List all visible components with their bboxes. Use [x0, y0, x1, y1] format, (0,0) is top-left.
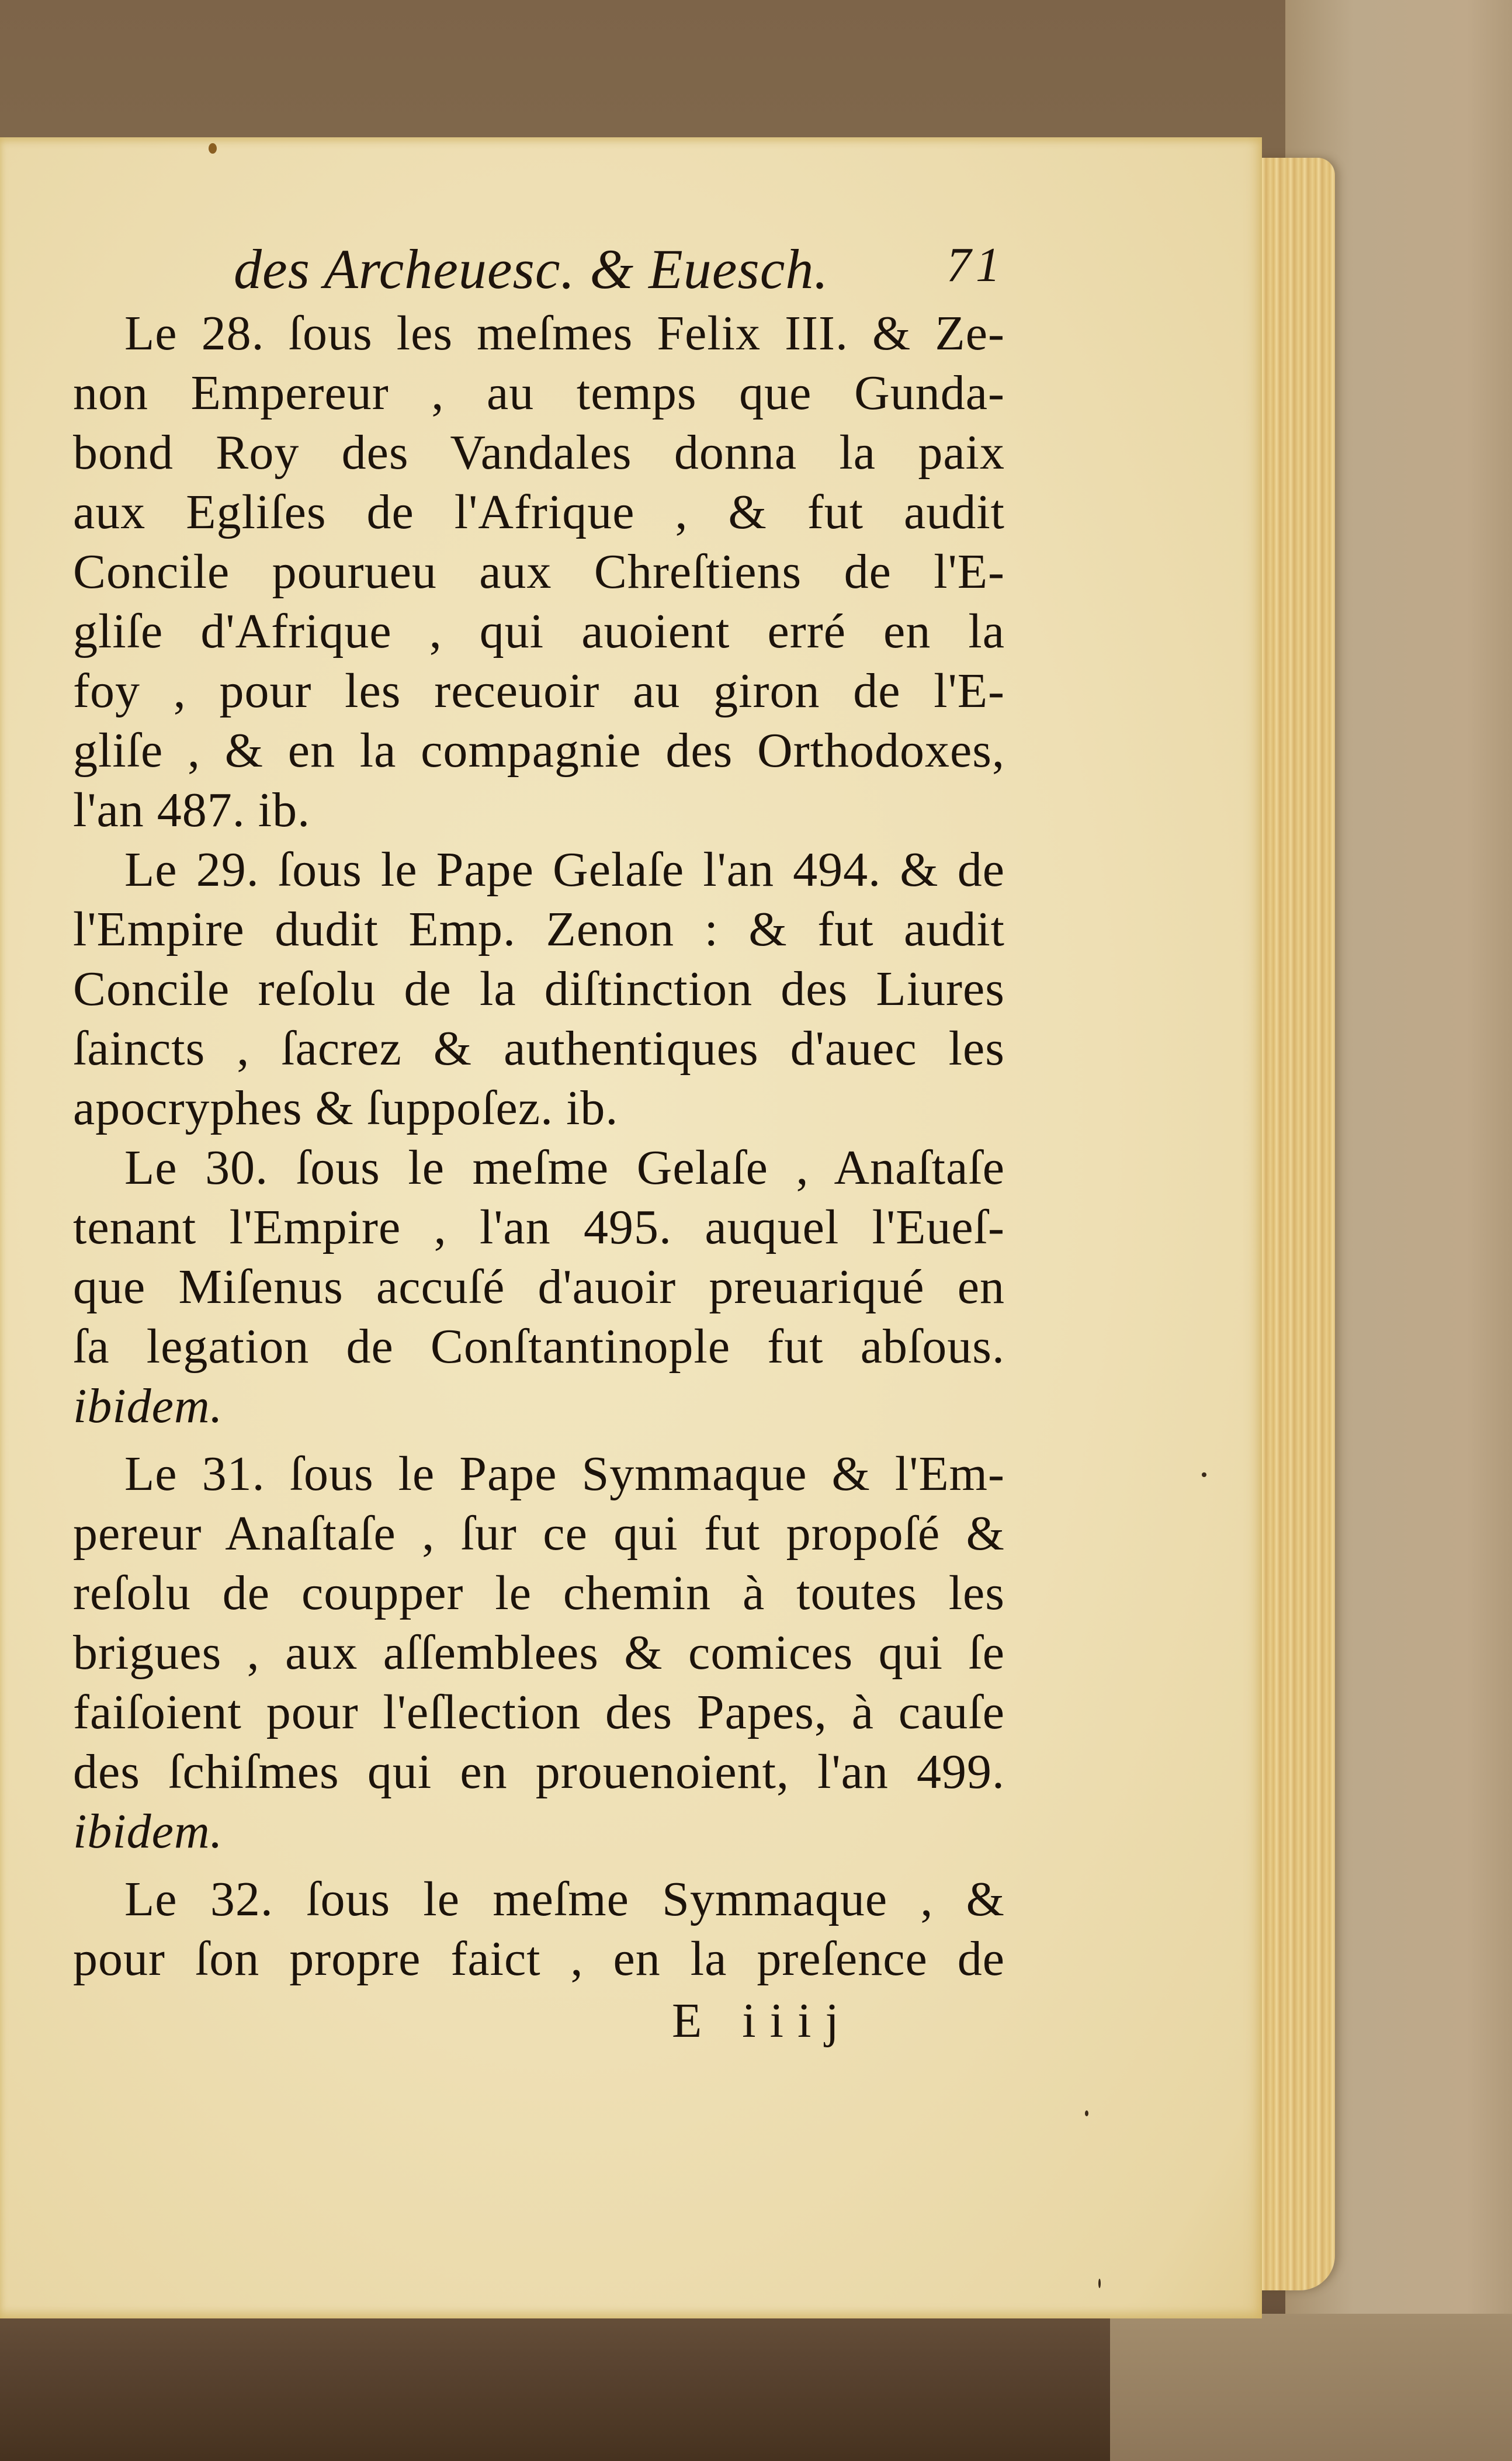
text-line: Concile reſolu de la diſtinction des Liures: [73, 962, 1005, 1016]
background-bottom-right: [1110, 2314, 1512, 2461]
text-line: des ſchiſmes qui en prouenoient, l'an 499.: [73, 1745, 1005, 1799]
paragraph-29: [73, 840, 1005, 1138]
paragraph-gap: [73, 1436, 1005, 1444]
text-line: l'Empire dudit Emp. Zenon : & fut audit: [73, 902, 1005, 956]
text-line: non Empereur , au temps que Gunda-: [73, 366, 1005, 420]
text-line: ſa legation de Conſtantinople fut abſous.: [73, 1319, 1005, 1374]
text-line: foy , pour les receuoir au giron de l'E-: [73, 664, 1005, 718]
text-line: Le 32. ſous le meſme Symmaque , &: [124, 1872, 1005, 1926]
text-line: reſolu de coupper le chemin à toutes les: [73, 1566, 1005, 1620]
body-text: [73, 304, 1005, 1989]
text-line: Concile pourueu aux Chreſtiens de l'E-: [73, 545, 1005, 599]
signature-mark: E iiij: [672, 1994, 853, 2048]
text-line: que Miſenus accuſé d'auoir preuariqué en: [73, 1260, 1005, 1314]
text-line: ibidem.: [73, 1379, 223, 1433]
paragraph-31: [73, 1444, 1005, 1862]
paper-speck: [1085, 2110, 1088, 2116]
text-line: Le 30. ſous le meſme Gelaſe , Anaſtaſe: [124, 1141, 1005, 1195]
text-line: l'an 487. ib.: [73, 783, 311, 837]
text-line: gliſe d'Afrique , qui auoient erré en la: [73, 604, 1005, 658]
page-number: 71: [946, 238, 1005, 292]
text-line: gliſe , & en la compagnie des Orthodoxes,: [73, 723, 1005, 778]
text-line: apocryphes & ſuppoſez. ib.: [73, 1081, 619, 1135]
text-line: brigues , aux aſſemblees & comices qui ſe: [73, 1625, 1005, 1680]
paragraph-28: [73, 304, 1005, 840]
text-line: faiſoient pour l'eſlection des Papes, à cauſe: [73, 1685, 1005, 1739]
paper-speck: [1202, 1472, 1206, 1477]
text-line: Le 29. ſous le Pape Gelaſe l'an 494. & de: [124, 843, 1005, 897]
page-fore-edge: [1256, 158, 1335, 2290]
text-line: Le 31. ſous le Pape Symmaque & l'Em-: [124, 1447, 1005, 1501]
paragraph-32: [73, 1870, 1005, 1989]
running-head-title: des Archeuesc. & Euesch.: [234, 238, 829, 300]
text-line: aux Egliſes de l'Afrique , & fut audit: [73, 485, 1005, 539]
paper-speck: [209, 143, 217, 154]
text-line: pereur Anaſtaſe , ſur ce qui fut propoſé &: [73, 1506, 1005, 1561]
running-head: [234, 237, 1005, 313]
text-line: tenant l'Empire , l'an 495. auquel l'Eueſ-: [73, 1200, 1005, 1254]
text-line: bond Roy des Vandales donna la paix: [73, 425, 1005, 480]
text-line: ſaincts , ſacrez & authentiques d'auec les: [73, 1021, 1005, 1076]
paragraph-gap: [73, 1862, 1005, 1870]
text-line: ibidem.: [73, 1804, 223, 1859]
paragraph-30: [73, 1138, 1005, 1436]
paper-speck: [1098, 2279, 1101, 2288]
text-line: Le 28. ſous les meſmes Felix III. & Ze-: [124, 306, 1005, 361]
text-line: pour ſon propre faict , en la preſence de: [73, 1932, 1005, 1986]
